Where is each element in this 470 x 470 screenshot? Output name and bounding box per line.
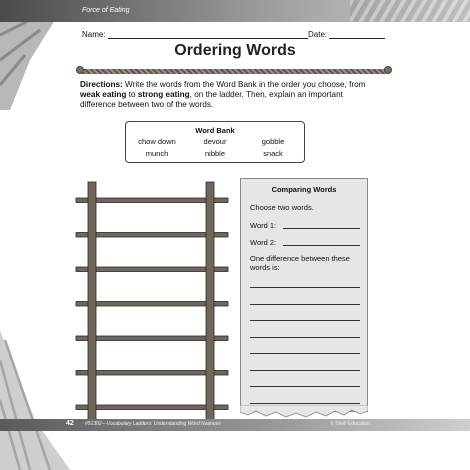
name-line[interactable] <box>108 30 308 39</box>
ladder-rung <box>76 405 228 410</box>
ladder-rail-right <box>206 182 214 424</box>
publisher: © Shell Education <box>330 421 370 427</box>
ladder-illustration <box>70 180 230 426</box>
directions-part-2: to <box>126 90 138 100</box>
rope-divider <box>80 69 388 74</box>
answer-line[interactable] <box>250 287 360 288</box>
word-bank-word: nibble <box>204 149 226 158</box>
answer-line[interactable] <box>250 353 360 354</box>
choose-instruction: Choose two words. <box>250 203 314 212</box>
page-number: 42 <box>66 420 74 427</box>
rope-end-left <box>76 66 84 74</box>
directions-part-1: Write the words from the Word Bank in the order you choose, from <box>122 80 366 89</box>
answer-line[interactable] <box>250 320 360 321</box>
answer-line[interactable] <box>250 403 360 404</box>
theme-label: Force of Eating <box>82 7 130 14</box>
directions-lead: Directions: <box>80 80 123 89</box>
word1-label: Word 1: <box>250 221 277 230</box>
name-label: Name: <box>82 30 106 39</box>
torn-paper-edge <box>240 405 368 419</box>
page-title: Ordering Words <box>174 42 296 59</box>
answer-line[interactable] <box>250 337 360 338</box>
corner-decoration-bottom-left <box>0 330 70 470</box>
comparing-words-panel <box>240 178 368 412</box>
ladder-rung <box>76 371 228 376</box>
directions-weak: weak eating <box>80 90 127 100</box>
answer-line[interactable] <box>250 304 360 305</box>
rope-end-right <box>384 66 392 74</box>
word-bank-title: Word Bank <box>195 126 235 135</box>
header-band <box>0 0 470 22</box>
ladder-rung <box>76 336 228 341</box>
directions-text <box>80 80 380 111</box>
difference-prompt-line-1: One difference between these <box>250 254 350 263</box>
answer-line[interactable] <box>250 386 360 387</box>
date-label: Date: <box>308 30 328 39</box>
word-bank-word: munch <box>145 149 169 158</box>
word2-label: Word 2: <box>250 238 277 247</box>
ladder-rung <box>76 198 228 203</box>
ladder-rung <box>76 267 228 272</box>
ladder-rung <box>76 233 228 238</box>
word-bank-word: chow down <box>138 137 176 146</box>
answer-line[interactable] <box>250 370 360 371</box>
word-bank-word: devour <box>203 137 227 146</box>
name-field[interactable] <box>82 30 308 39</box>
directions-part-3: , on the ladder. Then, explain an important difference between two of the words. <box>80 90 343 110</box>
directions-strong: strong eating <box>137 90 190 100</box>
word1-answer-line[interactable] <box>283 228 360 229</box>
word2-answer-line[interactable] <box>283 245 360 246</box>
date-field[interactable] <box>308 30 385 39</box>
comparing-words-title: Comparing Words <box>271 185 337 194</box>
ladder-rung <box>76 302 228 307</box>
word-bank-word: gobble <box>261 137 285 146</box>
date-line[interactable] <box>329 30 385 39</box>
word-bank-box <box>125 121 305 163</box>
book-title: #51302—Vocabulary Ladders: Understanding Word Nuances <box>85 421 221 427</box>
ladder-rail-left <box>88 182 96 424</box>
word-bank-word: snack <box>263 149 283 158</box>
difference-prompt-line-2: words is: <box>250 263 280 272</box>
